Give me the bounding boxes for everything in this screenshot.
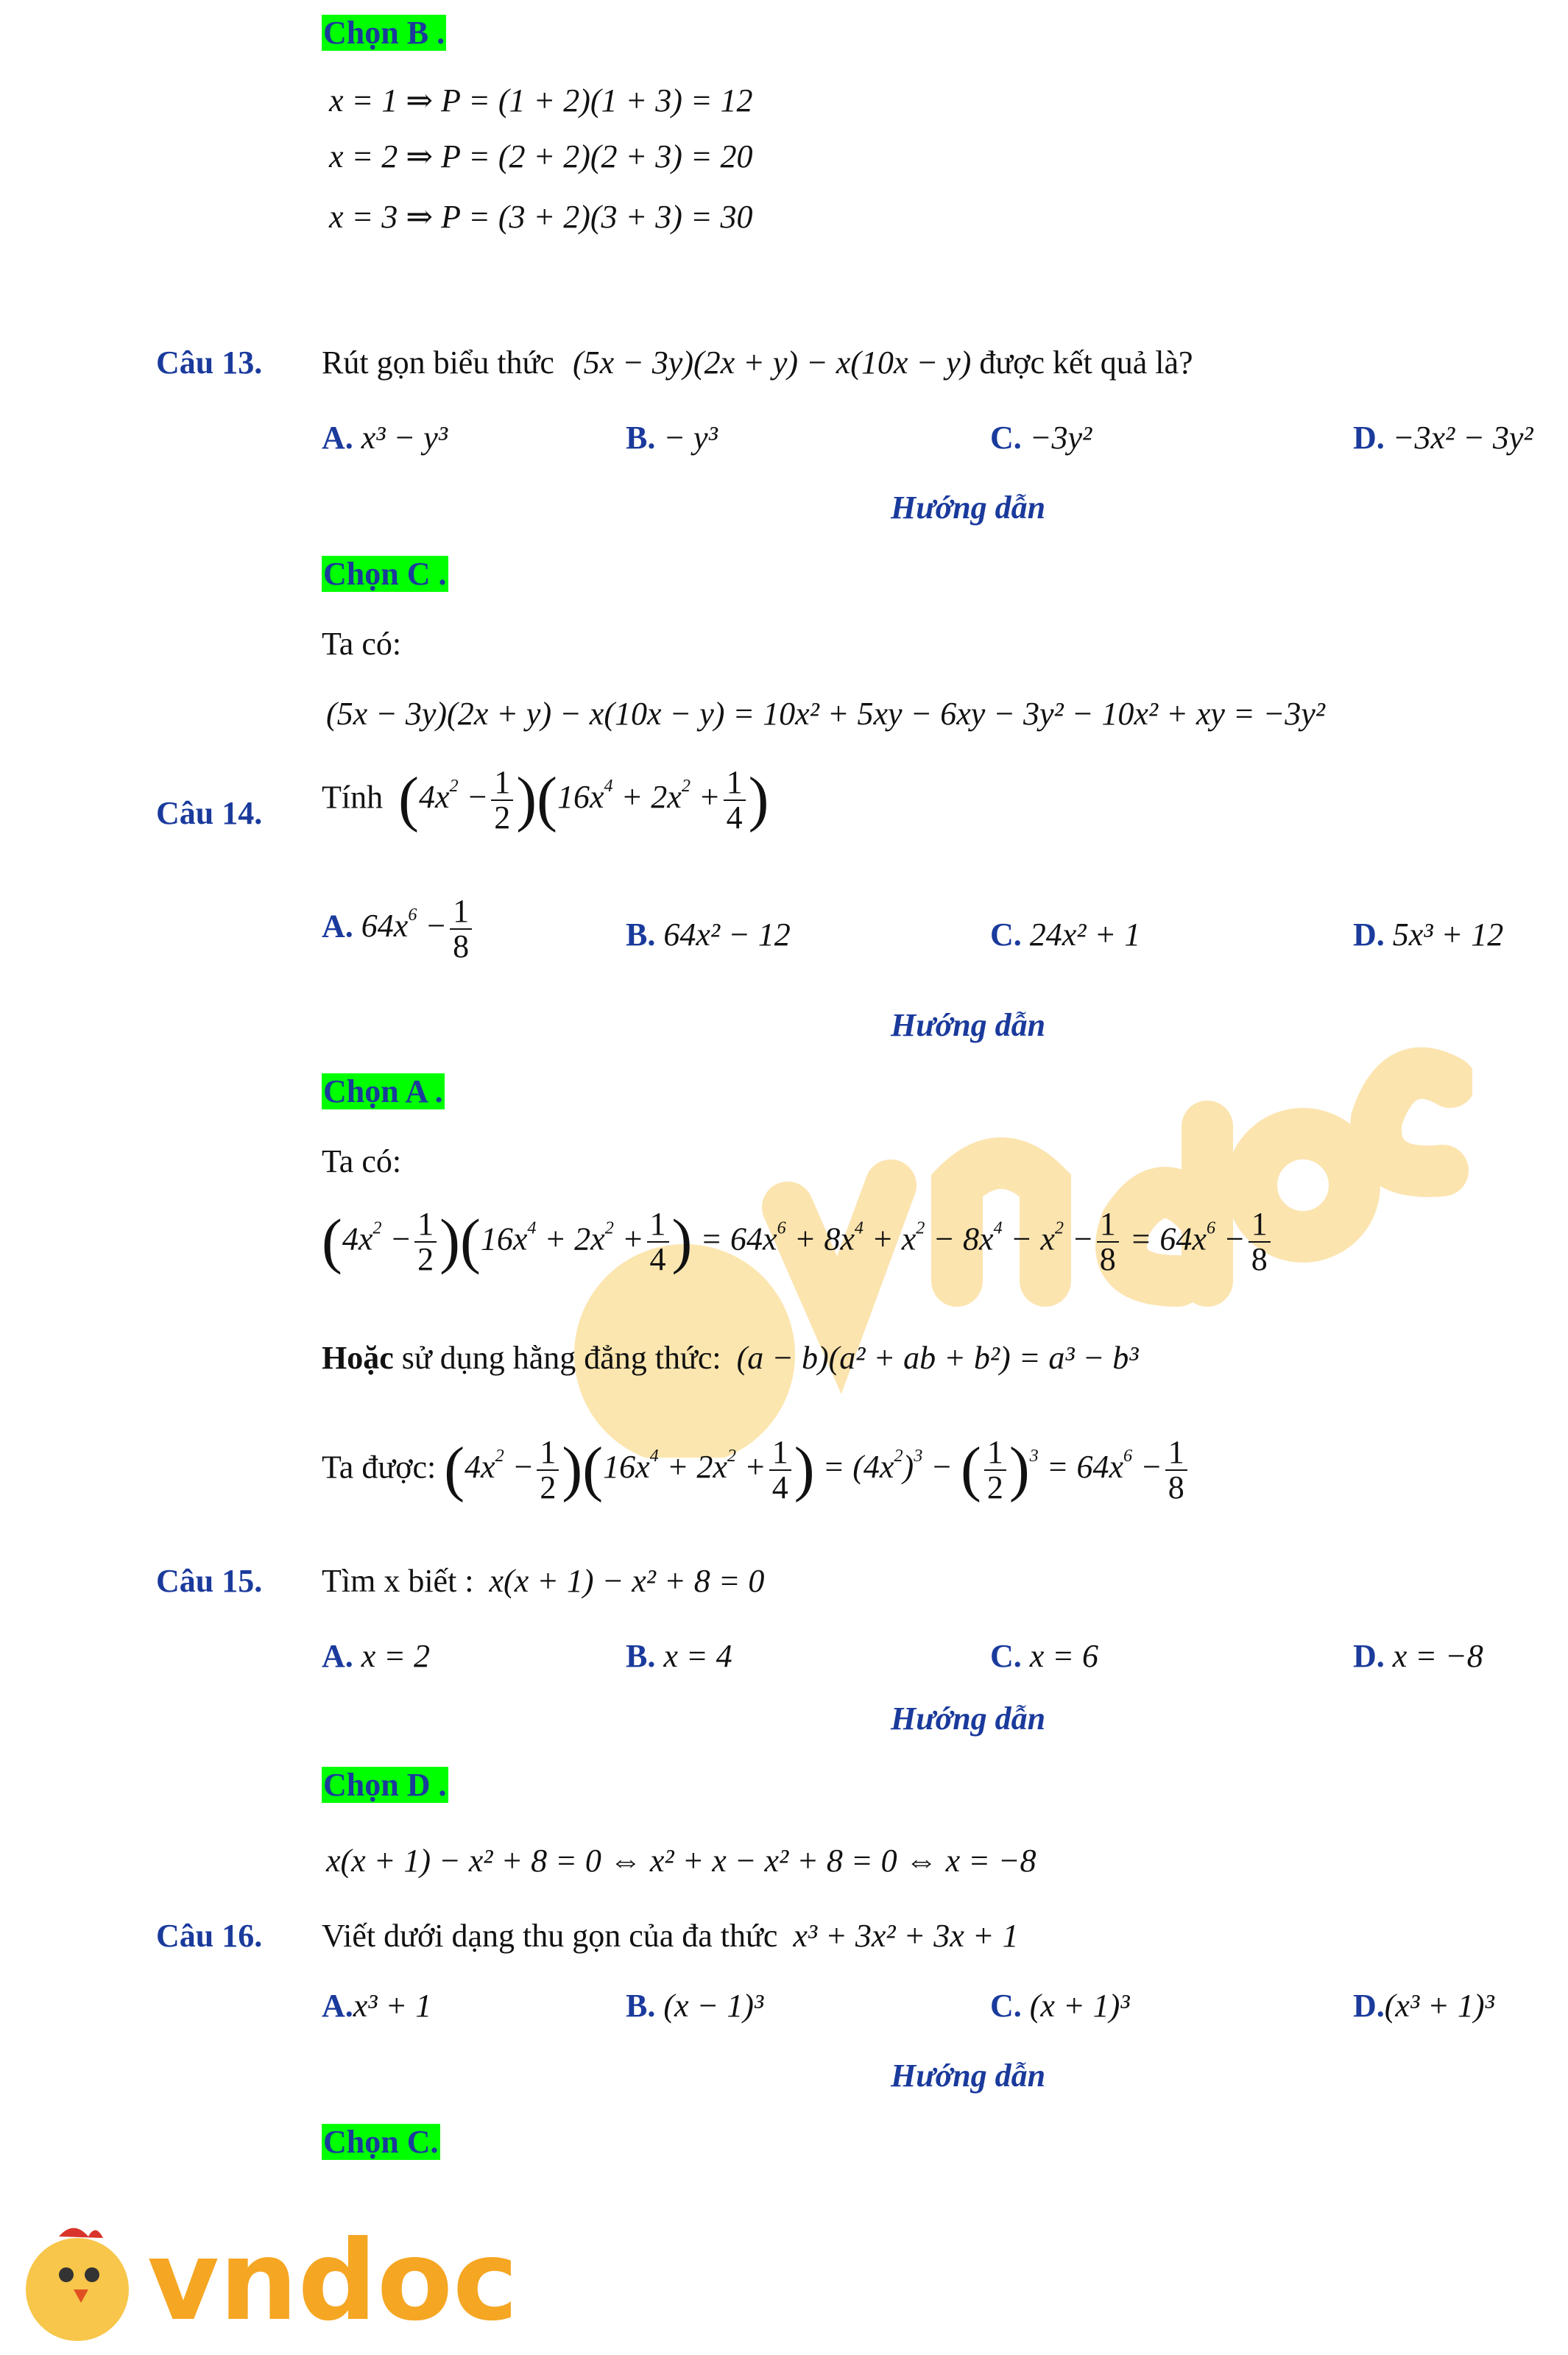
option-d-13-value: −3x² − 3y² [1392,420,1533,456]
chosen-answer-b: Chọn B . [323,15,445,51]
option-a-16[interactable]: A. [322,1988,353,2024]
chosen-answer-15: Chọn D . [323,1767,447,1803]
result-label-14: Ta được: [322,1449,437,1486]
result-14: Ta được: ($4x^2$ − $\frac{1}{2}$ )($16x^4 + 2x^2$ + $\frac{1}{4}$ ) = $(4x^2)^3$ − ( $\frac{1}{2}$ )$^3 = 64x^6$ − $\frac{1}{8}$ [322,1436,1190,1505]
taco-14: Ta có: [322,1143,402,1179]
option-d-15[interactable]: D. [1353,1638,1385,1674]
prev-line-1: x = 1 ⇒ P = (1 + 2)(1 + 3) = 12 [329,82,753,119]
option-b-14-value: 64x² − 12 [663,917,791,953]
logo-text: vndoc [147,2217,518,2345]
option-d-14[interactable]: D. [1353,917,1385,953]
option-a-14[interactable]: A. [322,908,353,945]
option-c-16[interactable]: C. [990,1988,1022,2024]
or-text-14: sử dụng hằng đẳng thức: [401,1340,721,1376]
question-label-13: Câu 13. [156,345,263,381]
question-text-14: Tính [322,779,384,816]
question-label-16: Câu 16. [156,1918,263,1954]
guide-heading-16: Hướng dẫn [891,2058,1046,2094]
option-a-16-value: x³ + 1 [353,1988,432,2024]
solution-14: ($4x^2$ − $\frac{1}{2}$ )($16x^4 + 2x^2$ + $\frac{1}{4}$ ) = $64x^6 + 8x^4 + x^2 - 8x^4 - x^2$ − $\frac{1}{8}$ = $64x^6$ − $\frac{1}{8}$ [322,1207,1274,1277]
guide-heading-14: Hướng dẫn [891,1007,1046,1043]
taco-13: Ta có: [322,626,402,662]
question-expr-13: (5x − 3y)(2x + y) − x(10x − y) [572,345,972,381]
option-a-13[interactable]: A. [322,420,353,456]
option-c-16-value: (x + 1)³ [1029,1988,1130,2024]
question-expr-16: x³ + 3x² + 3x + 1 [793,1918,1019,1954]
option-b-15-value: x = 4 [663,1638,732,1674]
mascot-chick-icon [26,2228,129,2342]
or-bold-14: Hoặc [322,1340,394,1376]
prev-line-3: x = 3 ⇒ P = (3 + 2)(3 + 3) = 30 [329,199,753,235]
option-b-13-value: − y³ [663,420,718,456]
option-d-16-value: (x³ + 1)³ [1384,1988,1494,2024]
option-b-13[interactable]: B. [626,420,656,456]
chosen-answer-16: Chọn C. [323,2124,439,2160]
option-d-16[interactable]: D. [1353,1988,1385,2024]
question-label-15: Câu 15. [156,1563,263,1599]
option-c-15[interactable]: C. [990,1638,1022,1674]
vndoc-logo [15,2216,530,2348]
identity-14: (a − b)(a² + ab + b²) = a³ − b³ [736,1340,1139,1376]
option-b-16[interactable]: B. [626,1988,656,2024]
question-expr-15: x(x + 1) − x² + 8 = 0 [489,1563,765,1599]
chosen-answer-13: Chọn C . [323,556,447,592]
option-c-14-value: 24x² + 1 [1029,917,1141,953]
option-b-16-value: (x − 1)³ [663,1988,764,2024]
option-a-14-value: $64x^6$ − $\frac{1}{8}$ [361,908,475,944]
solution-15: x(x + 1) − x² + 8 = 0 ⇔ x² + x − x² + 8 = 0 ⇔ x = −8 [326,1843,1036,1879]
guide-heading-15: Hướng dẫn [891,1701,1046,1737]
option-c-14[interactable]: C. [990,917,1022,953]
option-d-15-value: x = −8 [1392,1638,1483,1674]
question-text-16: Viết dưới dạng thu gọn của đa thức [322,1918,778,1954]
question-expr-14: ($4x^2$ − $\frac{1}{2}$ )($16x^4 + 2x^2$ + $\frac{1}{4}$ ) [398,764,769,836]
option-b-14[interactable]: B. [626,917,656,953]
option-c-13-value: −3y² [1029,420,1092,456]
option-d-14-value: 5x³ + 12 [1392,917,1504,953]
prev-line-2: x = 2 ⇒ P = (2 + 2)(2 + 3) = 20 [329,138,753,174]
option-c-13[interactable]: C. [990,420,1022,456]
option-a-15[interactable]: A. [322,1638,353,1674]
question-label-14: Câu 14. [156,795,263,831]
question-suffix-13: được kết quả là? [979,345,1193,381]
option-a-13-value: x³ − y³ [361,420,448,456]
option-d-13[interactable]: D. [1353,420,1385,456]
chosen-answer-14: Chọn A . [323,1073,443,1109]
option-c-15-value: x = 6 [1029,1638,1099,1674]
question-14-line [322,766,769,835]
solution-13: (5x − 3y)(2x + y) − x(10x − y) = 10x² + 5xy − 6xy − 3y² − 10x² + xy = −3y² [326,696,1325,732]
option-a-15-value: x = 2 [361,1638,431,1674]
option-b-15[interactable]: B. [626,1638,656,1674]
question-text-13: Rút gọn biểu thức [322,345,554,381]
guide-heading-13: Hướng dẫn [891,490,1046,526]
question-text-15: Tìm x biết : [322,1563,474,1599]
